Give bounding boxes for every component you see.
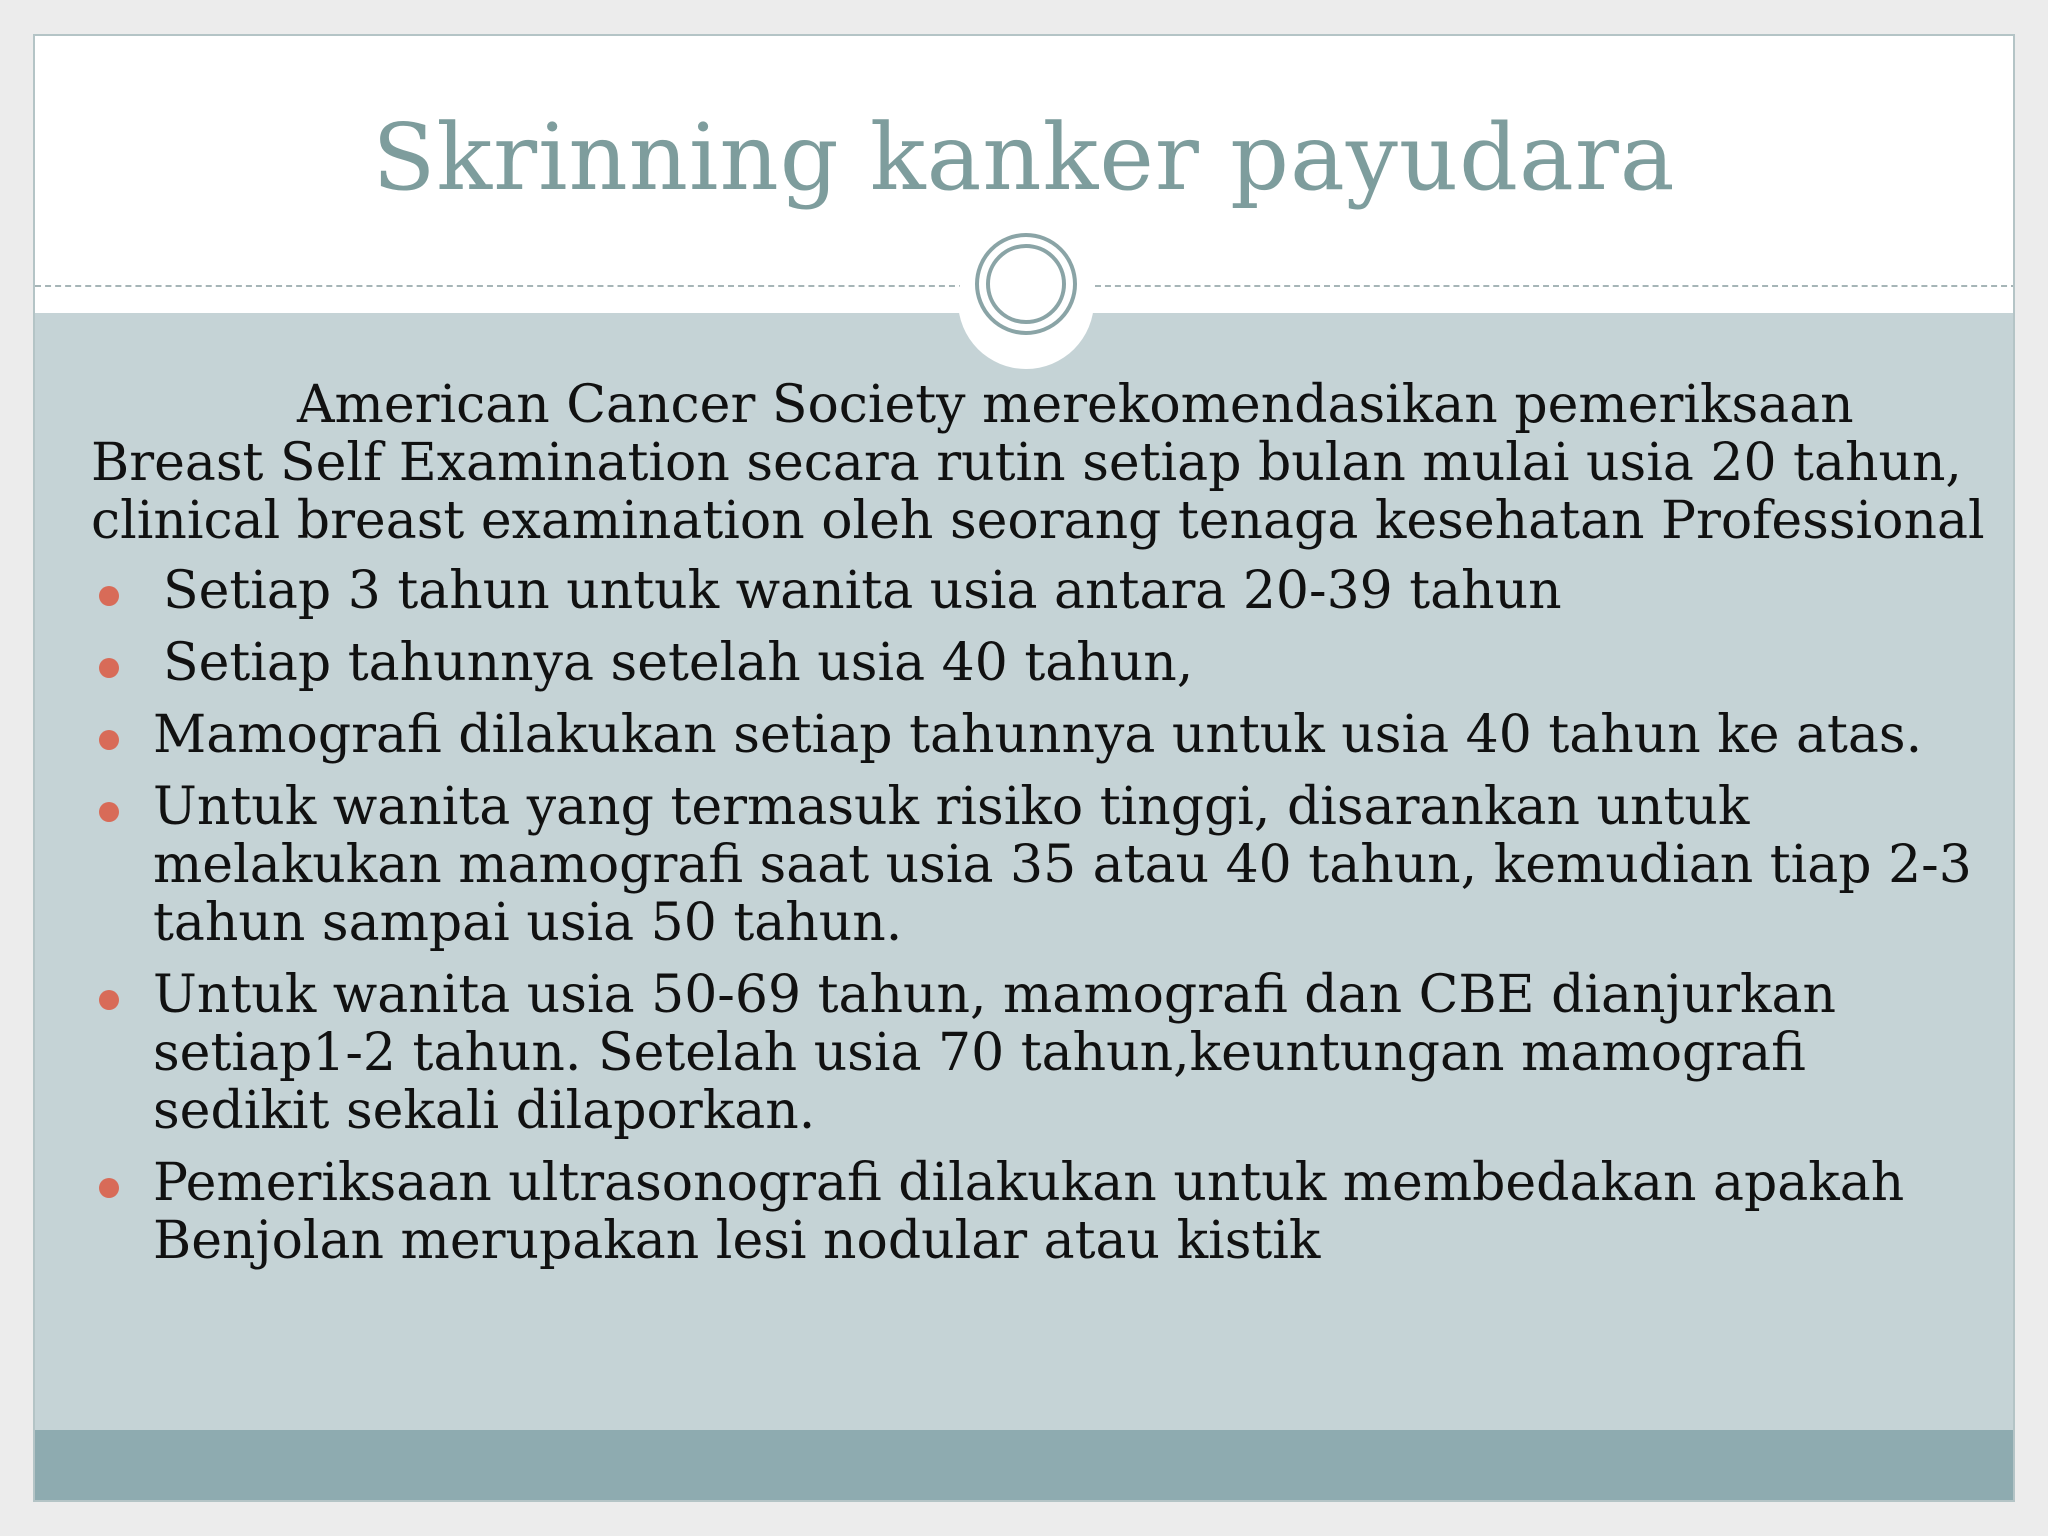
bullet-dot-icon — [99, 1178, 119, 1198]
bullet-text: Untuk wanita yang termasuk risiko tinggi, disarankan untuk melakukan mamografi saat usia 35 atau 40 tahun, kemudian tiap 2-3 tahun sampai usia 50 tahun. — [153, 777, 1972, 953]
bullet-item — [91, 778, 1991, 952]
bullet-dot-icon — [99, 658, 119, 678]
bullet-text: Setiap 3 tahun untuk wanita usia antara 20-39 tahun — [163, 561, 1562, 621]
bullet-list — [91, 562, 1991, 1270]
header-divider-right — [1095, 285, 2015, 287]
slide-title: Skrinning kanker payudara — [372, 104, 1676, 211]
bullet-dot-icon — [99, 990, 119, 1010]
bullet-text: Setiap tahunnya setelah usia 40 tahun, — [163, 633, 1194, 693]
bullet-dot-icon — [99, 586, 119, 606]
bullet-item — [91, 634, 1991, 692]
slide — [33, 34, 2015, 1502]
bullet-text: Pemeriksaan ultrasonografi dilakukan untuk membedakan apakah Benjolan merupakan lesi nodular atau kistik — [153, 1153, 1905, 1271]
bullet-item — [91, 966, 1991, 1140]
bullet-text: Mamografi dilakukan setiap tahunnya untuk usia 40 tahun ke atas. — [153, 705, 1923, 765]
footer-band — [35, 1430, 2013, 1500]
bullet-item — [91, 1154, 1991, 1270]
bullet-dot-icon — [99, 730, 119, 750]
header-divider-left — [35, 285, 965, 287]
bullet-text: Untuk wanita usia 50-69 tahun, mamografi dan CBE dianjurkan setiap1-2 tahun. Setelah usia 70 tahun,keuntungan mamografi sedikit sekali dilaporkan. — [153, 965, 1836, 1141]
bullet-dot-icon — [99, 802, 119, 822]
intro-paragraph: American Cancer Society merekomendasikan pemeriksaan Breast Self Examination secara rutin setiap bulan mulai usia 20 tahun, clinical breast examination oleh seorang tenaga kesehatan Professional — [91, 375, 1985, 551]
circle-ornament-icon — [975, 233, 1077, 335]
bullet-item — [91, 562, 1991, 620]
slide-body — [91, 376, 1991, 1284]
bullet-item — [91, 706, 1991, 764]
